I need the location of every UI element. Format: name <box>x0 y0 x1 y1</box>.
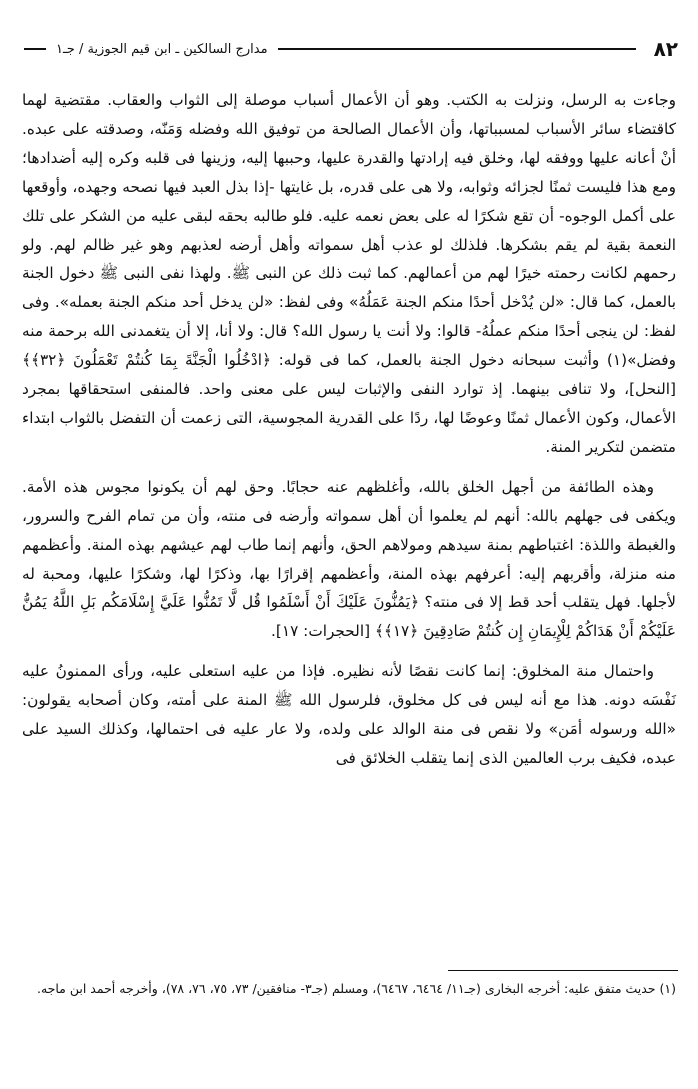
page-header <box>20 34 678 64</box>
footnote-divider <box>448 970 678 971</box>
paragraph: وجاءت به الرسل، ونزلت به الكتب. وهو أن الأعمال أسباب موصلة إلى الثواب والعقاب. مقتضية لهما كاقتضاء سائر الأسباب لمسبباتها، وأن الأعمال الصالحة من توفيق الله وفضله وَمَنّه، وصدقته على عبده. أنْ أعانه عليها ووفقه لها، وخلق فيه إرادتها والقدرة عليها، وحببها إليه، وزينها فى قلبه وكره إليه أضدادها؛ ومع هذا فليست ثمنًا لجزائه وثوابه، ولا هى على قدره، بل غايتها -إذا بذل العبد فيها نصحه وجهده، وأوقعها على أكمل الوجوه- أن تقع شكرًا له على بعض نعمه عليه. فلو طالبه بحقه لبقى عليه من الشكر على تلك النعمة بقية لم يقم بشكرها. فلذلك لو عذب أهل سمواته وأهل أرضه لعذبهم وهو غير ظالم لهم. ولو رحمهم لكانت رحمته خيرًا لهم من أعمالهم. كما ثبت ذلك عن النبى ﷺ. ولهذا نفى النبى ﷺ دخول الجنة بالعمل، كما قال: «لن يُدْخل أحدًا منكم الجنة عَمَلُهُ» وفى لفظ: «لن يدخل أحد منكم الجنة بعمله». وفى لفظ: لن ينجى أحدًا منكم عملُهُ- قالوا: ولا أنت يا رسول الله؟ قال: ولا أنا، إلا أن يتغمدنى الله برحمة منه وفضل»(١) وأثبت سبحانه دخول الجنة بالعمل، كما فى قوله: ﴿ادْخُلُوا الْجَنَّةَ بِمَا كُنتُمْ تَعْمَلُونَ ﴿٣٢﴾﴾ [النحل]، ولا تنافى بينهما. إذ توارد النفى والإثبات ليس على معنى واحد. فالمنفى استحقاقها بمجرد الأعمال، وكون الأعمال ثمنًا وعوضًا لها، ردًا على القدرية المجوسية، التى زعمت أن التفضل بالثواب ابتداء متضمن لتكرير المنة. <box>22 91 676 456</box>
main-text <box>22 86 676 773</box>
page-number: ٨٢ <box>653 37 678 61</box>
footnote: (١) حديث متفق عليه: أخرجه البخارى (جـ١١/ ٦٤٦٤، ٦٤٦٧)، ومسلم (جـ٣- منافقين/ ٧٣، ٧٥، ٧٦، ٧٨)، وأخرجه أحمد ابن ماجه. <box>36 981 676 996</box>
paragraph: وهذه الطائفة من أجهل الخلق بالله، وأغلظهم عنه حجابًا. وحق لهم أن يكونوا مجوس هذه الأمة. ويكفى فى جهلهم بالله: أنهم لم يعلموا أن أهل سمواته وأرضه فى منته، وأن من تمام الفرح والسرور، والغبطة واللذة: اغتباطهم بمنة سيدهم ومولاهم الحق، وأنهم إنما طاب لهم عيشهم بهذه المنة. وأعظمهم منه منزلة، وأقربهم إليه: أعرفهم بهذه المنة، وأعظمهم إقرارًا بها، وذكرًا لها، وشكرًا عليها، ومحبة له لأجلها. فهل يتقلب أحد قط إلا فى منته؟ ﴿يَمُنُّونَ عَلَيْكَ أَنْ أَسْلَمُوا قُل لَّا تَمُنُّوا عَلَيَّ إِسْلَامَكُم بَلِ اللَّهُ يَمُنُّ عَلَيْكُمْ أَنْ هَدَاكُمْ لِلْإِيمَانِ إِن كُنتُمْ صَادِقِينَ ﴿١٧﴾﴾ [الحجرات: ١٧]. <box>22 477 676 641</box>
running-title: مدارج السالكين ـ ابن قيم الجوزية / جـ١ <box>56 41 268 57</box>
paragraph: واحتمال منة المخلوق: إنما كانت نقصًا لأنه نظيره. فإذا من عليه استعلى عليه، ورأى الممنونُ عليه نَفْسَه دونه. هذا مع أنه ليس فى كل مخلوق، فلرسول الله ﷺ المنة على أمته، وكان أصحابه يقولون: «الله ورسوله أمَن» ولا نقص فى منة الوالد على ولده، ولا عار عليه فى احتمالها، وكذلك السيد على عبده، فكيف برب العالمين الذى إنما يتقلب الخلائق فى <box>22 662 676 767</box>
header-rule <box>278 48 636 50</box>
header-rule-end <box>24 48 46 50</box>
